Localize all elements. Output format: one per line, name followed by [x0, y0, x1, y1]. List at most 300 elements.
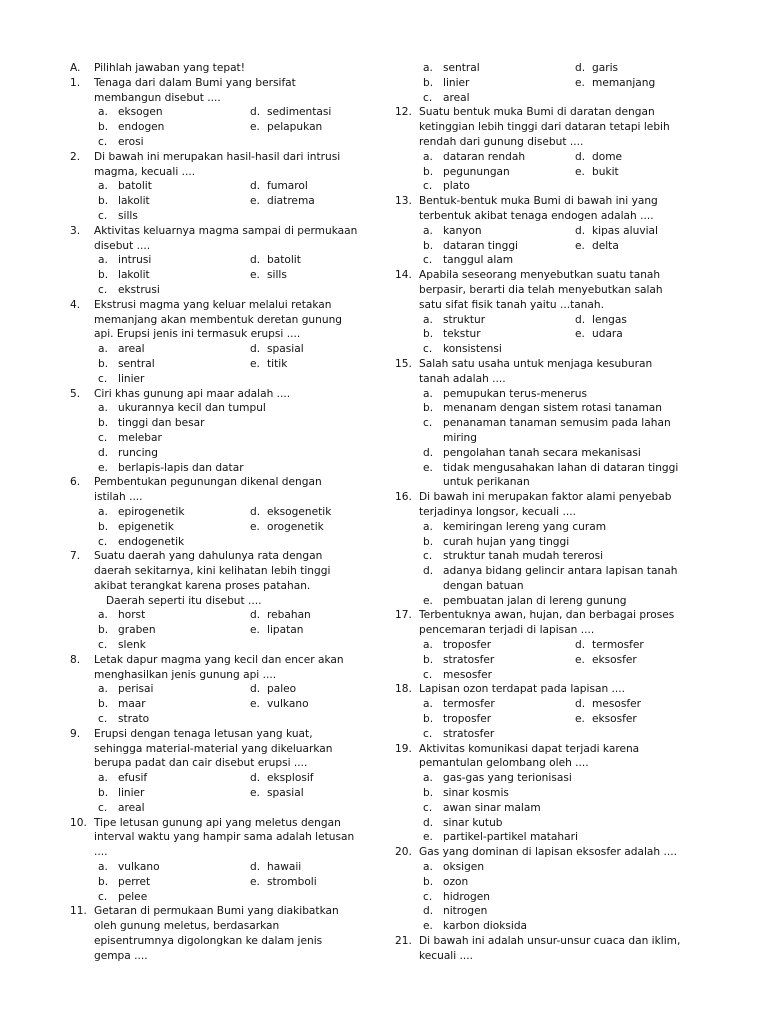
option-letter: a.: [98, 505, 108, 518]
option-letter: e.: [575, 713, 585, 726]
question-text: Tenaga dari dalam Bumi yang bersifat: [94, 76, 296, 89]
option-letter: a.: [98, 772, 108, 785]
question-number: 20.: [395, 846, 412, 859]
option-row: [395, 253, 707, 268]
option-letter: b.: [423, 875, 434, 888]
question-text: gempa ....: [94, 949, 148, 962]
question-number: 19.: [395, 742, 412, 755]
option-text: maar: [118, 698, 146, 711]
question-line: [395, 298, 707, 313]
option-letter: b.: [423, 165, 434, 178]
question-line: [395, 949, 707, 964]
question-line: [70, 327, 382, 342]
question-number: 1.: [70, 76, 81, 89]
option-row: [70, 105, 382, 120]
option-text: awan sinar malam: [443, 801, 541, 814]
option-row: [395, 697, 707, 712]
option-text: sedimentasi: [267, 106, 332, 119]
question-text: Apabila seseorang menyebutkan suatu tanah: [419, 269, 661, 282]
option-row: [395, 535, 707, 550]
question-number: 18.: [395, 683, 412, 696]
option-letter: d.: [98, 446, 109, 459]
option-text: perisai: [118, 683, 154, 696]
option-text: batolit: [118, 180, 152, 193]
option-row: [70, 416, 382, 431]
option-row: [395, 904, 707, 919]
option-text: linier: [443, 76, 470, 89]
option-row: [395, 786, 707, 801]
option-letter: a.: [98, 254, 108, 267]
option-text: erosi: [118, 135, 144, 148]
option-text: memanjang: [592, 76, 656, 89]
option-letter: a.: [423, 861, 433, 874]
question-line: [70, 76, 382, 91]
question-number: 7.: [70, 550, 81, 563]
option-letter: d.: [250, 180, 261, 193]
option-text: termosfer: [443, 698, 495, 711]
option-letter: e.: [250, 624, 260, 637]
question-line: [395, 845, 707, 860]
option-letter: d.: [250, 106, 261, 119]
option-letter: e.: [575, 239, 585, 252]
option-letter: c.: [98, 801, 108, 814]
question-text: Salah satu usaha untuk menjaga kesuburan: [419, 357, 653, 370]
option-text: oksigen: [443, 861, 485, 874]
option-text: curah hujan yang tinggi: [443, 535, 570, 548]
option-row: [70, 120, 382, 135]
option-letter: b.: [423, 713, 434, 726]
option-text: dataran rendah: [443, 150, 526, 163]
question-line: [70, 564, 382, 579]
question-text: Pembentukan pegunungan dikenal dengan: [94, 476, 322, 489]
option-row: [70, 342, 382, 357]
question-line: [70, 949, 382, 964]
option-letter: c.: [423, 91, 433, 104]
option-letter: b.: [98, 698, 109, 711]
option-text: paleo: [267, 683, 297, 696]
option-text: mesosfer: [592, 698, 641, 711]
option-text: miring: [443, 431, 478, 444]
option-text: titik: [267, 357, 288, 370]
option-letter: d.: [575, 150, 586, 163]
question-text: Aktivitas komunikasi dapat terjadi karena: [419, 742, 640, 755]
question-line: [70, 742, 382, 757]
question-text: satu sifat fisik tanah yaitu ...tanah.: [419, 298, 604, 311]
option-text: pemupukan terus-menerus: [443, 387, 587, 400]
option-letter: e.: [575, 653, 585, 666]
question-text: Suatu bentuk muka Bumi di daratan dengan: [419, 106, 655, 119]
question-number: 15.: [395, 357, 412, 370]
option-row: [70, 372, 382, 387]
question-line: [70, 594, 382, 609]
option-text: karbon dioksida: [443, 920, 528, 933]
option-letter: a.: [423, 224, 433, 237]
option-row: [395, 179, 707, 194]
option-letter: d.: [250, 254, 261, 267]
option-letter: c.: [423, 668, 433, 681]
option-letter: e.: [250, 195, 260, 208]
question-text: Gas yang dominan di lapisan eksosfer adalah ....: [419, 846, 677, 859]
option-row: [395, 549, 707, 564]
question-text: Aktivitas keluarnya magma sampai di permukaan: [94, 224, 358, 237]
option-row: [395, 801, 707, 816]
option-row: [395, 771, 707, 786]
question-text: menghasilkan jenis gunung api ....: [94, 668, 277, 681]
option-letter: a.: [423, 772, 433, 785]
option-text: ekstrusi: [118, 283, 160, 296]
option-text: graben: [118, 624, 156, 637]
option-text: pegunungan: [443, 165, 510, 178]
option-letter: c.: [98, 639, 108, 652]
option-letter: e.: [575, 328, 585, 341]
question-text: disebut ....: [94, 239, 151, 252]
option-row: [395, 239, 707, 254]
question-text: daerah sekitarnya, kini kelihatan lebih tinggi: [94, 565, 331, 578]
option-letter: d.: [250, 683, 261, 696]
section-header: [70, 61, 382, 76]
option-text: konsistensi: [443, 343, 502, 356]
option-letter: b.: [423, 787, 434, 800]
option-letter: b.: [98, 520, 109, 533]
option-row: [395, 564, 707, 579]
option-text: bukit: [592, 165, 619, 178]
option-text: nitrogen: [443, 905, 488, 918]
option-text: tidak mengusahakan lahan di dataran tinggi: [443, 461, 679, 474]
option-row: [395, 594, 707, 609]
option-letter: b.: [98, 417, 109, 430]
option-letter: b.: [423, 535, 434, 548]
option-row: [395, 830, 707, 845]
option-row: [70, 860, 382, 875]
option-letter: a.: [423, 698, 433, 711]
option-row: [395, 727, 707, 742]
option-text: kipas aluvial: [592, 224, 658, 237]
option-letter: a.: [98, 106, 108, 119]
option-letter: c.: [98, 535, 108, 548]
question-line: [395, 934, 707, 949]
option-text: tanggul alam: [443, 254, 514, 267]
option-text: partikel-partikel matahari: [443, 831, 578, 844]
option-text: sills: [267, 269, 287, 282]
option-text: tinggi dan besar: [118, 417, 205, 430]
option-letter: a.: [98, 343, 108, 356]
question-line: [395, 756, 707, 771]
option-row: [395, 875, 707, 890]
question-text: Ekstrusi magma yang keluar melalui retakan: [94, 298, 332, 311]
option-row: [70, 431, 382, 446]
option-row: [70, 209, 382, 224]
question-text: Ciri khas gunung api maar adalah ....: [94, 387, 291, 400]
question-text: Letak dapur magma yang kecil dan encer akan: [94, 653, 344, 666]
option-text: sentral: [443, 62, 480, 74]
option-row: [395, 165, 707, 180]
option-letter: b.: [423, 328, 434, 341]
option-text: eksogenetik: [267, 505, 332, 518]
option-text: eksosfer: [592, 713, 637, 726]
right-column: [395, 61, 707, 964]
option-letter: e.: [575, 76, 585, 89]
option-text: stratosfer: [443, 653, 495, 666]
option-letter: e.: [250, 520, 260, 533]
question-text: memanjang akan membentuk deretan gunung: [94, 313, 343, 326]
option-row: [395, 224, 707, 239]
option-text: lakolit: [118, 269, 150, 282]
option-text: melebar: [118, 431, 162, 444]
option-text: epigenetik: [118, 520, 174, 533]
question-line: [70, 727, 382, 742]
question-line: [395, 357, 707, 372]
option-row: [70, 682, 382, 697]
option-row: [395, 890, 707, 905]
question-line: [70, 919, 382, 934]
option-text: batolit: [267, 254, 301, 267]
option-letter: b.: [423, 76, 434, 89]
question-text: interval waktu yang hampir sama adalah letusan: [94, 831, 355, 844]
question-number: 12.: [395, 106, 412, 119]
option-text: lakolit: [118, 195, 150, 208]
option-letter: d.: [250, 343, 261, 356]
option-row: [70, 786, 382, 801]
option-text: ozon: [443, 875, 469, 888]
option-row: [70, 623, 382, 638]
question-number: 14.: [395, 269, 412, 282]
option-letter: e.: [250, 698, 260, 711]
option-letter: e.: [98, 461, 108, 474]
question-text: pemantulan gelombang oleh ....: [419, 757, 589, 770]
option-text: lengas: [592, 313, 627, 326]
option-text: epirogenetik: [118, 505, 185, 518]
option-row: [70, 608, 382, 623]
question-line: [395, 268, 707, 283]
option-text: vulkano: [267, 698, 309, 711]
option-letter: c.: [98, 209, 108, 222]
question-text: akibat terangkat karena proses patahan.: [94, 579, 311, 592]
question-line: [70, 150, 382, 165]
option-letter: e.: [250, 787, 260, 800]
option-row: [70, 283, 382, 298]
option-text: plato: [443, 180, 470, 193]
option-text: udara: [592, 328, 623, 341]
option-row: [395, 668, 707, 683]
question-line: [395, 623, 707, 638]
question-line: [70, 845, 382, 860]
option-row: [395, 638, 707, 653]
option-letter: b.: [98, 195, 109, 208]
question-line: [395, 490, 707, 505]
option-text: untuk perikanan: [443, 476, 530, 489]
question-text: Di bawah ini merupakan faktor alami penyebab: [419, 491, 672, 504]
option-text: sentral: [118, 357, 155, 370]
option-letter: e.: [423, 831, 433, 844]
option-row: [70, 890, 382, 905]
option-letter: d.: [250, 861, 261, 874]
option-continuation: [395, 475, 707, 490]
option-text: orogenetik: [267, 520, 324, 533]
question-line: [395, 742, 707, 757]
option-row: [395, 416, 707, 431]
option-letter: c.: [98, 890, 108, 903]
question-number: 21.: [395, 935, 412, 948]
option-letter: c.: [423, 550, 433, 563]
option-letter: b.: [423, 402, 434, 415]
question-number: 16.: [395, 491, 412, 504]
option-row: [70, 801, 382, 816]
option-row: [70, 446, 382, 461]
question-number: 6.: [70, 476, 81, 489]
option-letter: c.: [423, 417, 433, 430]
option-letter: a.: [98, 402, 108, 415]
option-letter: c.: [98, 431, 108, 444]
option-text: runcing: [118, 446, 158, 459]
option-text: stromboli: [267, 875, 317, 888]
option-letter: d.: [575, 62, 586, 74]
option-letter: a.: [423, 150, 433, 163]
option-letter: a.: [98, 861, 108, 874]
option-row: [395, 61, 707, 76]
option-text: menanam dengan sistem rotasi tanaman: [443, 402, 662, 415]
option-letter: b.: [423, 239, 434, 252]
option-text: pelapukan: [267, 121, 323, 134]
option-row: [70, 697, 382, 712]
option-text: kemiringan lereng yang curam: [443, 520, 607, 533]
option-letter: d.: [423, 816, 434, 829]
option-text: sinar kutub: [443, 816, 503, 829]
question-text: Erupsi dengan tenaga letusan yang kuat,: [94, 727, 313, 740]
option-row: [70, 461, 382, 476]
question-line: [70, 475, 382, 490]
question-line: [395, 209, 707, 224]
option-text: spasial: [267, 787, 304, 800]
question-line: [70, 165, 382, 180]
option-letter: c.: [423, 343, 433, 356]
question-line: [70, 549, 382, 564]
question-line: [70, 756, 382, 771]
question-line: [70, 668, 382, 683]
option-letter: d.: [423, 565, 434, 578]
option-letter: e.: [250, 357, 260, 370]
option-text: perret: [118, 875, 151, 888]
option-letter: d.: [575, 698, 586, 711]
question-text: Daerah seperti itu disebut ....: [106, 594, 262, 607]
question-line: [395, 682, 707, 697]
option-row: [70, 520, 382, 535]
option-text: berlapis-lapis dan datar: [118, 461, 244, 474]
option-row: [70, 401, 382, 416]
question-text: berupa padat dan cair disebut erupsi ....: [94, 757, 308, 770]
option-text: pengolahan tanah secara mekanisasi: [443, 446, 641, 459]
option-letter: b.: [98, 269, 109, 282]
option-text: horst: [118, 609, 146, 622]
option-row: [395, 387, 707, 402]
option-letter: b.: [423, 653, 434, 666]
option-row: [395, 816, 707, 831]
option-letter: a.: [98, 609, 108, 622]
question-number: 11.: [70, 905, 87, 918]
option-letter: b.: [98, 875, 109, 888]
option-text: eksosfer: [592, 653, 637, 666]
question-text: ....: [94, 846, 108, 859]
question-line: [70, 579, 382, 594]
option-row: [395, 91, 707, 106]
option-letter: e.: [250, 269, 260, 282]
option-text: adanya bidang gelincir antara lapisan tanah: [443, 565, 678, 578]
option-letter: c.: [423, 801, 433, 814]
option-letter: c.: [423, 890, 433, 903]
option-letter: c.: [98, 283, 108, 296]
option-letter: d.: [250, 772, 261, 785]
question-text: membangun disebut ....: [94, 91, 221, 104]
option-text: termosfer: [592, 639, 644, 652]
question-text: ketinggian lebih tinggi dari dataran tetapi lebih: [419, 121, 670, 134]
option-row: [70, 135, 382, 150]
question-number: 9.: [70, 727, 81, 740]
question-line: [70, 653, 382, 668]
option-text: endogen: [118, 121, 165, 134]
option-row: [395, 76, 707, 91]
question-number: 3.: [70, 224, 81, 237]
question-line: [70, 239, 382, 254]
option-text: troposfer: [443, 639, 492, 652]
option-letter: e.: [575, 165, 585, 178]
option-text: rebahan: [267, 609, 311, 622]
option-row: [395, 342, 707, 357]
option-text: tekstur: [443, 328, 481, 341]
option-row: [70, 505, 382, 520]
option-letter: d.: [250, 505, 261, 518]
question-number: 4.: [70, 298, 81, 311]
option-text: eksogen: [118, 106, 163, 119]
option-text: kanyon: [443, 224, 482, 237]
option-letter: e.: [250, 875, 260, 888]
question-text: oleh gunung meletus, berdasarkan: [94, 920, 280, 933]
option-letter: a.: [423, 313, 433, 326]
question-line: [395, 283, 707, 298]
option-letter: a.: [423, 62, 433, 74]
option-text: troposfer: [443, 713, 492, 726]
option-row: [70, 268, 382, 283]
option-letter: c.: [98, 372, 108, 385]
option-text: areal: [443, 91, 470, 104]
option-row: [395, 520, 707, 535]
question-text: Bentuk-bentuk muka Bumi di bawah ini yang: [419, 195, 658, 208]
option-text: sills: [118, 209, 138, 222]
question-text: istilah ....: [94, 491, 143, 504]
option-row: [395, 150, 707, 165]
option-letter: b.: [98, 121, 109, 134]
question-text: Terbentuknya awan, hujan, dan berbagai proses: [419, 609, 675, 622]
option-letter: c.: [423, 180, 433, 193]
option-row: [70, 253, 382, 268]
option-row: [395, 919, 707, 934]
option-text: pelee: [118, 890, 148, 903]
option-letter: e.: [423, 920, 433, 933]
question-line: [70, 490, 382, 505]
option-letter: d.: [575, 639, 586, 652]
question-number: 5.: [70, 387, 81, 400]
question-line: [70, 904, 382, 919]
question-number: 13.: [395, 195, 412, 208]
option-letter: b.: [98, 787, 109, 800]
option-row: [70, 535, 382, 550]
question-text: episentrumnya digolongkan ke dalam jenis: [94, 935, 323, 948]
option-text: mesosfer: [443, 668, 492, 681]
question-text: api. Erupsi jenis ini termasuk erupsi ....: [94, 328, 301, 341]
question-line: [70, 387, 382, 402]
option-text: diatrema: [267, 195, 315, 208]
option-letter: e.: [423, 461, 433, 474]
option-text: hawaii: [267, 861, 302, 874]
question-line: [70, 830, 382, 845]
